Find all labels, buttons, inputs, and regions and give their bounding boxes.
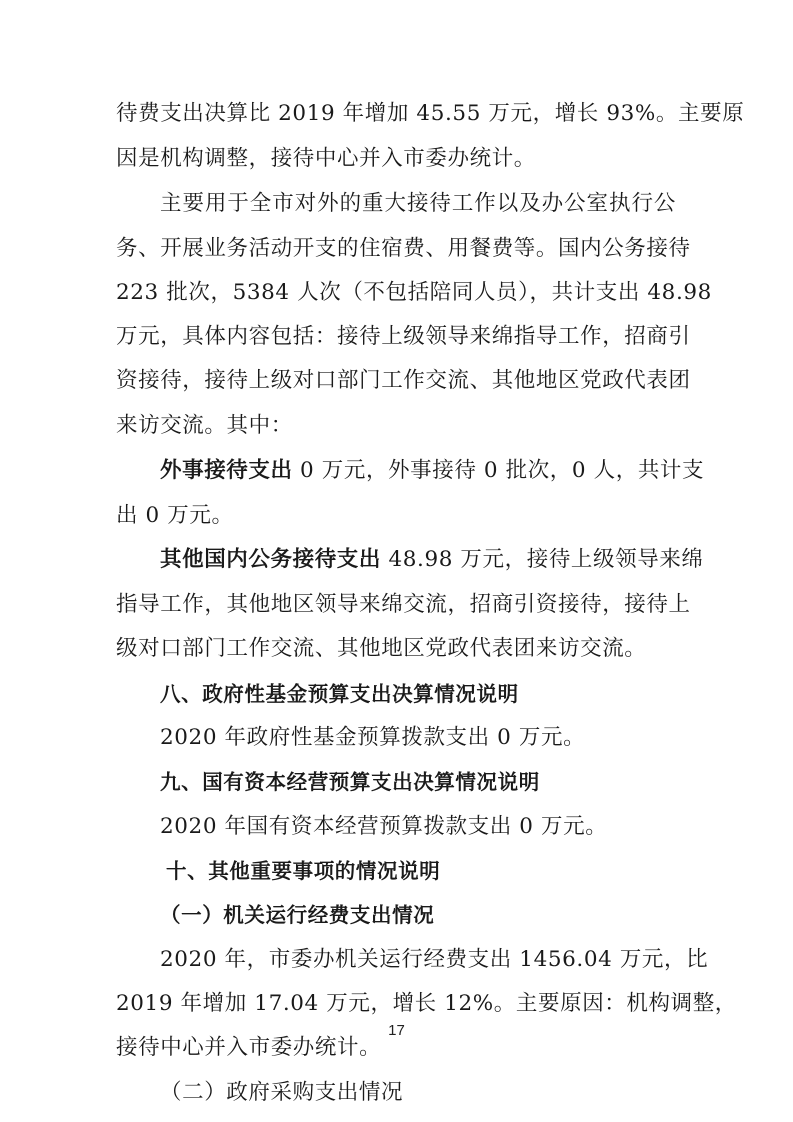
paragraph-line: 务、开展业务活动开支的住宿费、用餐费等。国内公务接待 <box>116 236 691 261</box>
section-heading: 九、国有资本经营预算支出决算情况说明 <box>160 770 540 794</box>
paragraph-line <box>116 100 745 128</box>
text: 48.98 万元，接待上级领导来绵 <box>381 547 704 572</box>
paragraph-line: 级对口部门工作交流、其他地区党政代表团来访交流。 <box>116 636 647 661</box>
paragraph-line <box>160 546 704 574</box>
paragraph-line: 出 0 万元。 <box>116 503 234 528</box>
paragraph-line: 来访交流。其中： <box>116 413 293 438</box>
bold-lead: 其他国内公务接待支出 <box>160 547 382 572</box>
paragraph-line: 因是机构调整，接待中心并入市委办统计。 <box>116 146 536 171</box>
page-number: 17 <box>388 1022 405 1039</box>
text: 0 万元，外事接待 0 批次，0 人，共计支 <box>292 458 705 483</box>
section-heading: 八、政府性基金预算支出决算情况说明 <box>160 682 519 706</box>
paragraph-line: 万元，具体内容包括：接待上级领导来绵指导工作，招商引 <box>116 324 691 349</box>
paragraph-line: 223 批次，5384 人次（不包括陪同人员），共计支出 48.98 <box>116 280 712 305</box>
section-body: 2020 年政府性基金预算拨款支出 0 万元。 <box>160 725 586 750</box>
subsection-heading: （二）政府采购支出情况 <box>160 1080 404 1105</box>
paragraph-line: 接待中心并入市委办统计。 <box>116 1035 382 1060</box>
paragraph-line <box>160 457 705 485</box>
paragraph-line: 2019 年增加 17.04 万元，增长 12%。主要原因：机构调整， <box>116 991 737 1016</box>
paragraph-line: 2020 年，市委办机关运行经费支出 1456.04 万元，比 <box>160 947 709 972</box>
bold-lead: 外事接待支出 <box>160 458 293 483</box>
paragraph-line: 主要用于全市对外的重大接待工作以及办公室执行公 <box>160 191 676 216</box>
text: 待费支出决算比 2019 年增加 45.55 万元，增长 93%。主要原 <box>116 101 745 126</box>
section-body: 2020 年国有资本经营预算拨款支出 0 万元。 <box>160 814 608 839</box>
paragraph-line: 资接待，接待上级对口部门工作交流、其他地区党政代表团 <box>116 368 691 393</box>
subsection-heading: （一）机关运行经费支出情况 <box>160 903 435 927</box>
section-heading: 十、其他重要事项的情况说明 <box>166 859 441 883</box>
paragraph-line: 指导工作，其他地区领导来绵交流，招商引资接待，接待上 <box>116 592 691 617</box>
